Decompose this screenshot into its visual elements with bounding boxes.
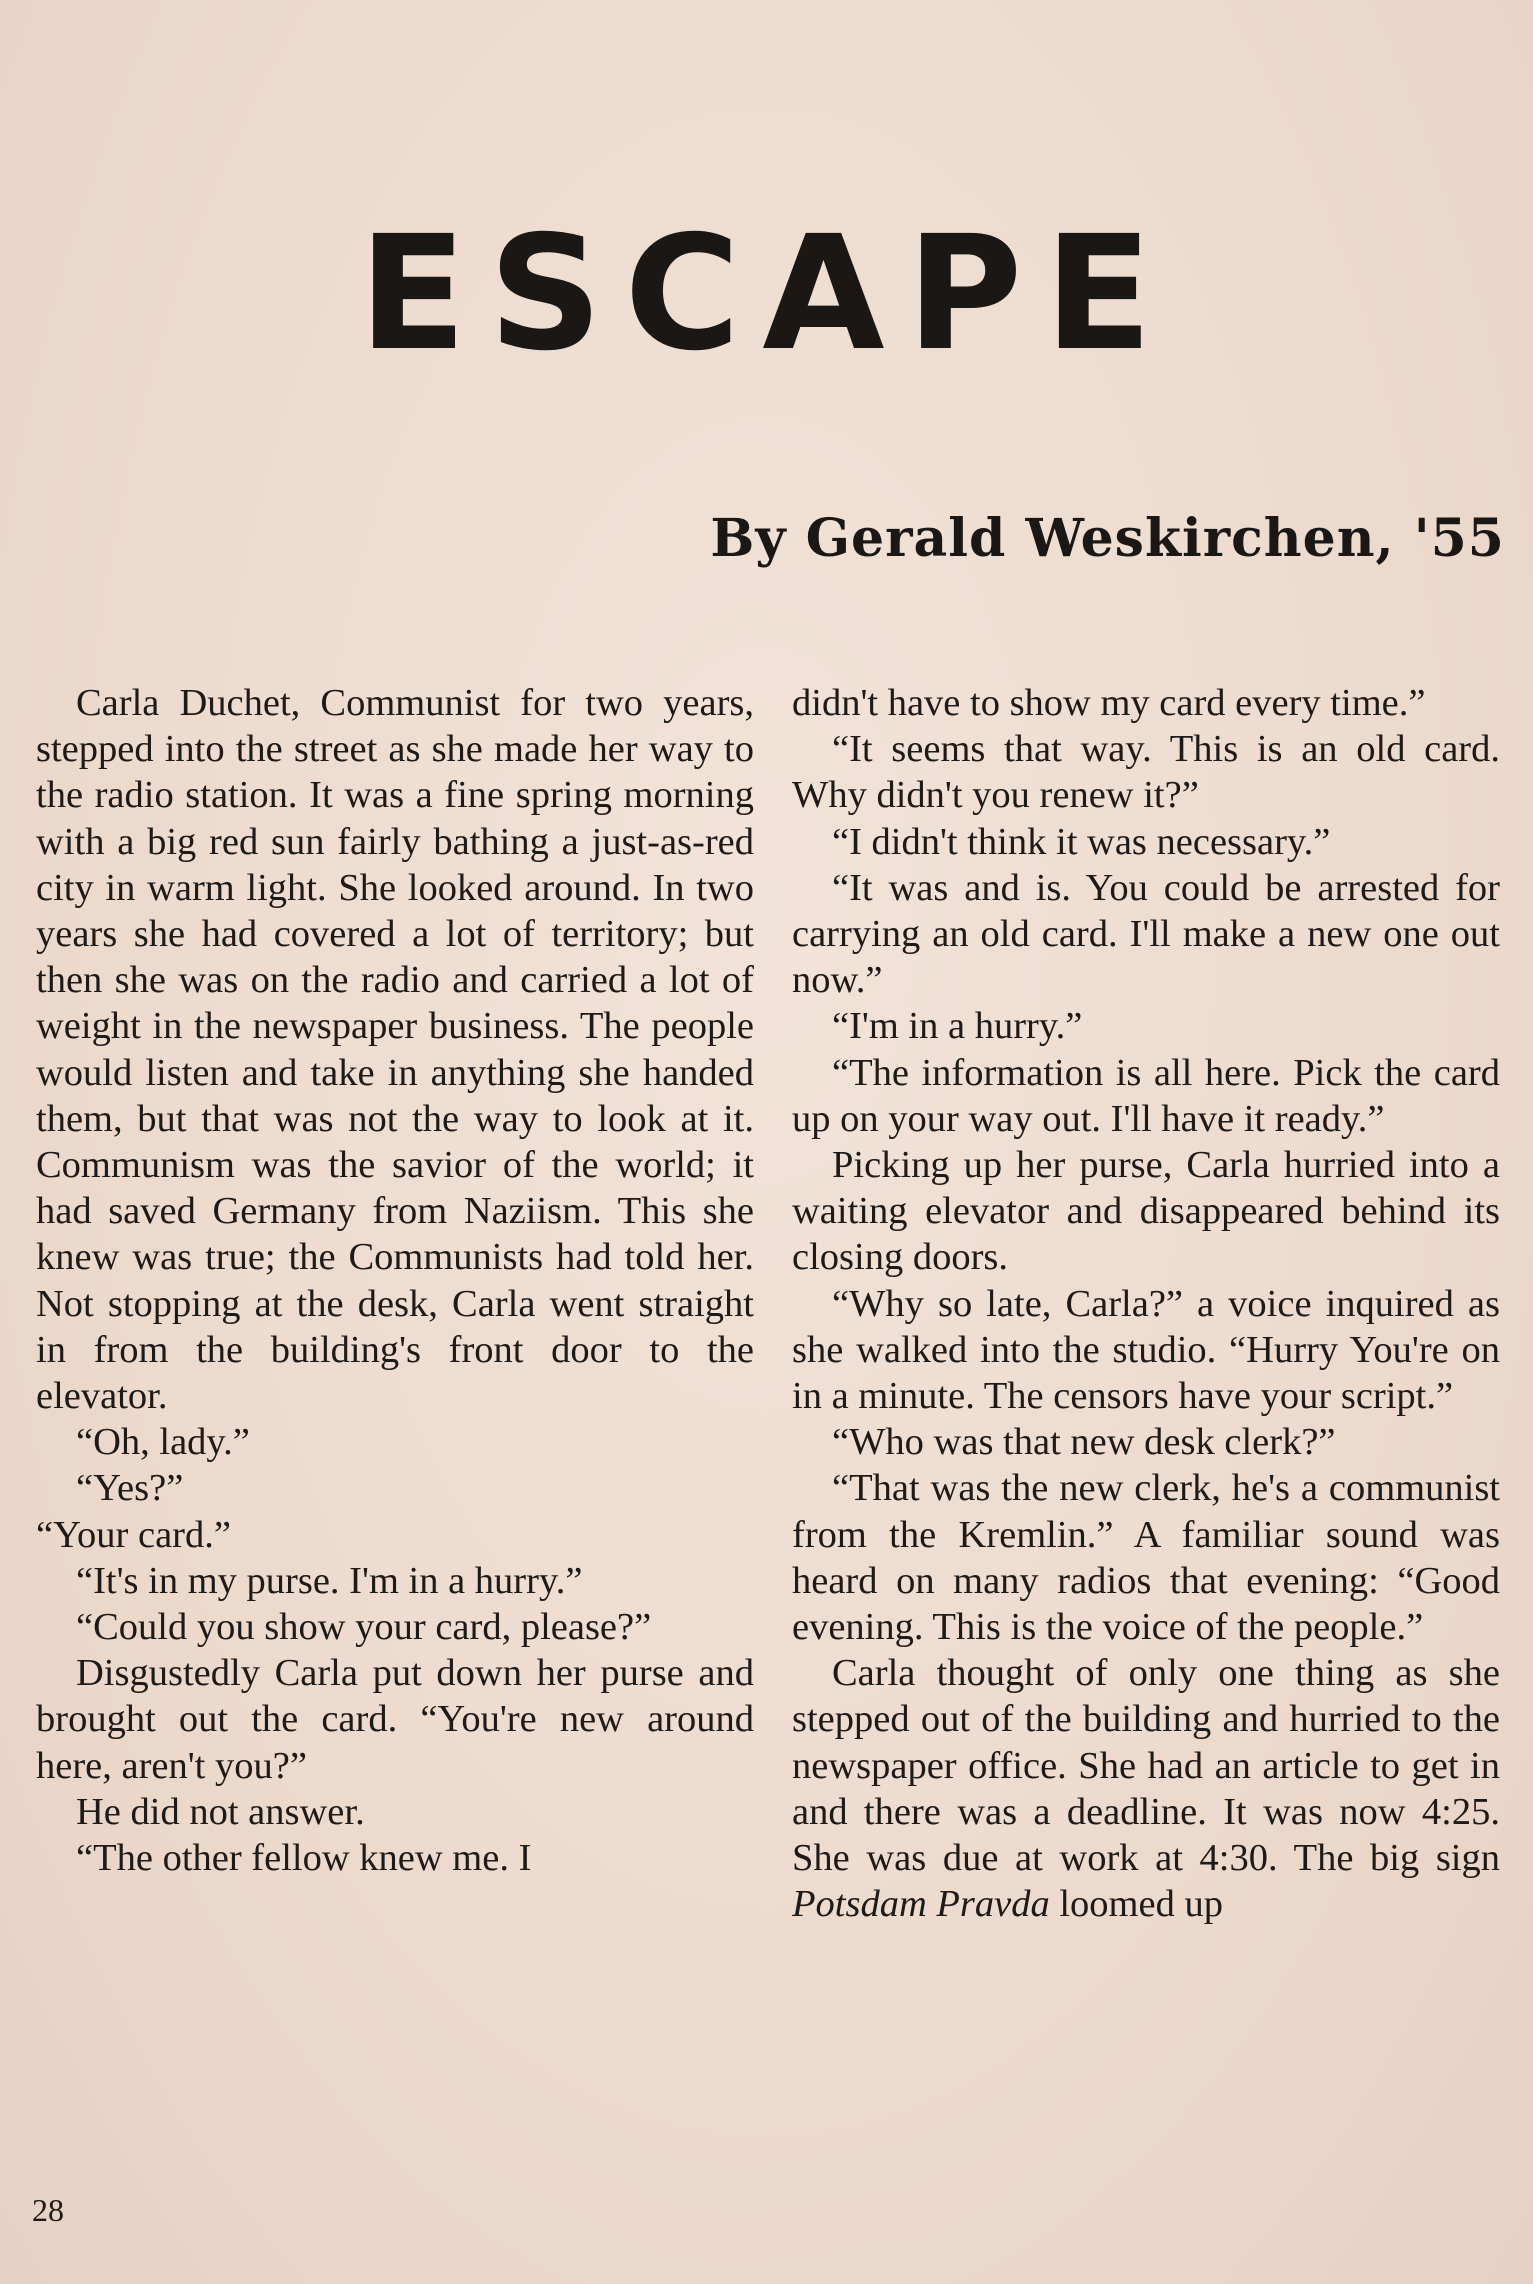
newspaper-name: Potsdam Pravda bbox=[792, 1883, 1050, 1926]
paragraph-text: “It's in my purse. I'm in a hurry.” bbox=[76, 1559, 583, 1602]
paragraph-text: Carla Duchet, Communist for two years, stepped into the street as she made her way to the radio station. It was a fine spring morning with a big red sun fairly bathing a just-as-red city in warm light. She looked around. In two years she had covered a lot of territory; but then she was on the radio and carried a lot of weight in the newspaper business. The people would listen and take in anything she handed them, but that was not the way to look at it. Communism was the savior of the world; it had saved Germany from Naziism. This she knew was true; the Communists had told her. Not stopping at the desk, Carla went straight in from the building's front door to the elevator. bbox=[36, 682, 754, 1418]
paragraph-text: “Why so late, Carla?” a voice inquired as she walked into the studio. “Hurry You're on in a minute. The censors have your script.” bbox=[792, 1282, 1500, 1418]
paragraph bbox=[792, 865, 1500, 1004]
paragraph-text: didn't have to show my card every time.” bbox=[792, 682, 1426, 724]
paragraph bbox=[792, 1050, 1500, 1142]
paragraph-text: “Could you show your card, please?” bbox=[76, 1606, 652, 1649]
paragraph bbox=[792, 1419, 1500, 1465]
paragraph bbox=[36, 1558, 754, 1604]
paragraph bbox=[36, 680, 754, 1419]
right-text-column bbox=[792, 680, 1500, 1927]
paragraph-text: Picking up her purse, Carla hurried into a waiting elevator and disappeared behind its closing doors. bbox=[792, 1144, 1500, 1279]
paragraph bbox=[792, 1465, 1500, 1650]
paragraph-text: “Oh, lady.” bbox=[76, 1421, 250, 1464]
paragraph bbox=[792, 726, 1500, 818]
paragraph bbox=[36, 1604, 754, 1650]
paragraph-text: “It was and is. You could be arrested for carrying an old card. I'll make a new one out now.” bbox=[792, 866, 1500, 1002]
paragraph-text: “I'm in a hurry.” bbox=[832, 1005, 1083, 1048]
paragraph-text: “It seems that way. This is an old card. Why didn't you renew it?” bbox=[792, 728, 1500, 817]
paragraph bbox=[792, 819, 1500, 865]
left-text-column bbox=[36, 680, 754, 1881]
paragraph bbox=[792, 1142, 1500, 1281]
paragraph bbox=[792, 680, 1500, 726]
paragraph bbox=[36, 1419, 754, 1465]
paragraph bbox=[36, 1465, 754, 1511]
paragraph-text: “That was the new clerk, he's a communist from the Kremlin.” A familiar sound was heard on many radios that evening: “Good evening. This is the voice of the people.” bbox=[792, 1467, 1500, 1649]
story-title: ESCAPE bbox=[358, 202, 1175, 386]
paragraph bbox=[36, 1512, 754, 1558]
paragraph-text: Carla thought of only one thing as she stepped out of the building and hurried to the newspaper office. She had an article to get in and there was a deadline. It was now 4:25. She was due at work at 4:30. The big sign bbox=[792, 1652, 1500, 1880]
paragraph-text: He did not answer. bbox=[76, 1790, 365, 1833]
paragraph bbox=[36, 1789, 754, 1835]
paragraph-text: “Your card.” bbox=[36, 1513, 231, 1556]
page-number: 28 bbox=[32, 2192, 64, 2228]
paragraph bbox=[792, 1281, 1500, 1420]
paragraph-text-tail: loomed up bbox=[1059, 1883, 1223, 1926]
paragraph bbox=[792, 1003, 1500, 1049]
paragraph-text: “The information is all here. Pick the card up on your way out. I'll have it ready.” bbox=[792, 1051, 1500, 1140]
paragraph-text: “I didn't think it was necessary.” bbox=[832, 820, 1331, 863]
paragraph-text: “Yes?” bbox=[76, 1467, 184, 1510]
paragraph-text: Disgustedly Carla put down her purse and brought out the card. “You're new around here, aren't you?” bbox=[36, 1652, 754, 1787]
paragraph bbox=[36, 1650, 754, 1789]
paragraph-text: “The other fellow knew me. I bbox=[76, 1837, 532, 1880]
author-byline: By Gerald Weskirchen, '55 bbox=[710, 508, 1505, 569]
paragraph bbox=[792, 1650, 1500, 1927]
paragraph-text: “Who was that new desk clerk?” bbox=[832, 1421, 1336, 1464]
paragraph bbox=[36, 1835, 754, 1881]
